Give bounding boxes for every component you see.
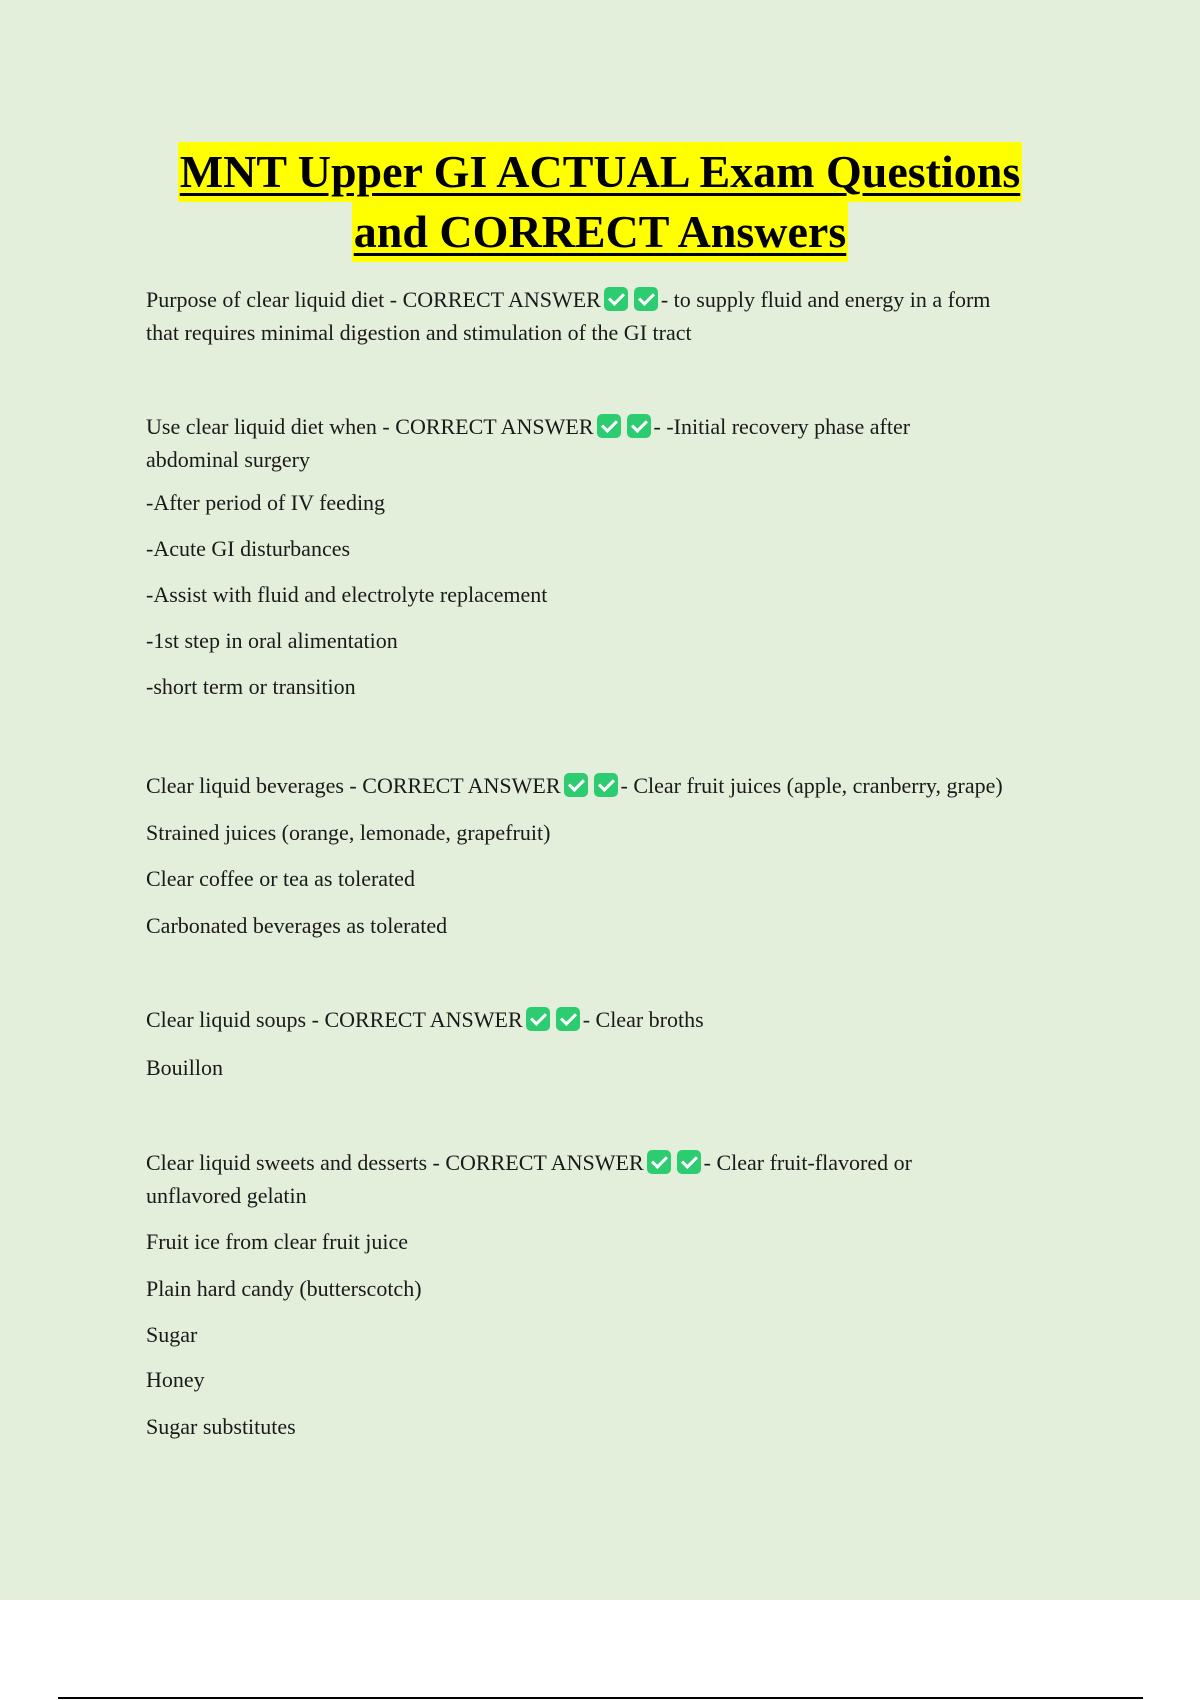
check-mark-icon — [594, 773, 618, 797]
answer-marker: CORRECT ANSWER — [395, 414, 594, 439]
check-mark-icon — [597, 414, 621, 438]
check-mark-icon — [564, 773, 588, 797]
question-text: Clear liquid sweets and desserts - — [146, 1150, 446, 1175]
check-mark-icon — [627, 414, 651, 438]
answer-text: - Clear fruit-flavored or — [703, 1150, 912, 1175]
title-line-2: and CORRECT Answers — [352, 202, 848, 262]
qa-item-2 — [146, 410, 1096, 699]
question-text: Purpose of clear liquid diet - — [146, 287, 403, 312]
check-mark-icon — [647, 1150, 671, 1174]
qa-text — [146, 410, 1096, 476]
question-text: Clear liquid soups - — [146, 1007, 325, 1032]
qa-item-4 — [146, 1003, 1096, 1080]
list-item: -short term or transition — [146, 674, 356, 699]
answer-text: - Clear fruit juices (apple, cranberry, grape) — [620, 773, 1003, 798]
qa-text — [146, 283, 1096, 349]
answer-text: - to supply fluid and energy in a form — [660, 287, 991, 312]
list-item: Plain hard candy (butterscotch) — [146, 1276, 422, 1301]
check-mark-icon — [556, 1007, 580, 1031]
answer-text: - Clear broths — [582, 1007, 704, 1032]
check-mark-icon — [526, 1007, 550, 1031]
list-item: -Acute GI disturbances — [146, 536, 351, 561]
qa-text — [146, 1146, 1096, 1212]
check-mark-icon — [604, 287, 628, 311]
answer-text-cont: abdominal surgery — [146, 447, 310, 472]
list-item: Carbonated beverages as tolerated — [146, 913, 448, 938]
list-item: -1st step in oral alimentation — [146, 628, 398, 653]
answer-marker: CORRECT ANSWER — [362, 773, 561, 798]
qa-item-3 — [146, 769, 1156, 938]
list-item: Clear coffee or tea as tolerated — [146, 866, 415, 891]
qa-text — [146, 769, 1156, 802]
question-text: Use clear liquid diet when - — [146, 414, 396, 439]
qa-text — [146, 1003, 1096, 1036]
check-mark-icon — [634, 287, 658, 311]
qa-item-1 — [146, 283, 1096, 349]
check-mark-icon — [677, 1150, 701, 1174]
document-title — [0, 142, 1200, 262]
list-item: Strained juices (orange, lemonade, grapefruit) — [146, 820, 551, 845]
question-text: Clear liquid beverages - — [146, 773, 363, 798]
answer-text-cont: unflavored gelatin — [146, 1183, 307, 1208]
qa-item-5 — [146, 1146, 1096, 1439]
page-divider — [58, 1697, 1143, 1699]
list-item: -Assist with fluid and electrolyte replacement — [146, 582, 548, 607]
title-line-1: MNT Upper GI ACTUAL Exam Questions — [178, 142, 1023, 202]
list-item: Bouillon — [146, 1055, 224, 1080]
answer-marker: CORRECT ANSWER — [324, 1007, 523, 1032]
list-item: Honey — [146, 1367, 205, 1392]
list-item: -After period of IV feeding — [146, 490, 386, 515]
answer-marker: CORRECT ANSWER — [445, 1150, 644, 1175]
answer-text: - -Initial recovery phase after — [653, 414, 911, 439]
answer-text-cont: that requires minimal digestion and stimulation of the GI tract — [146, 320, 692, 345]
answer-marker: CORRECT ANSWER — [402, 287, 601, 312]
list-item: Sugar substitutes — [146, 1414, 296, 1439]
list-item: Fruit ice from clear fruit juice — [146, 1229, 409, 1254]
list-item: Sugar — [146, 1322, 198, 1347]
